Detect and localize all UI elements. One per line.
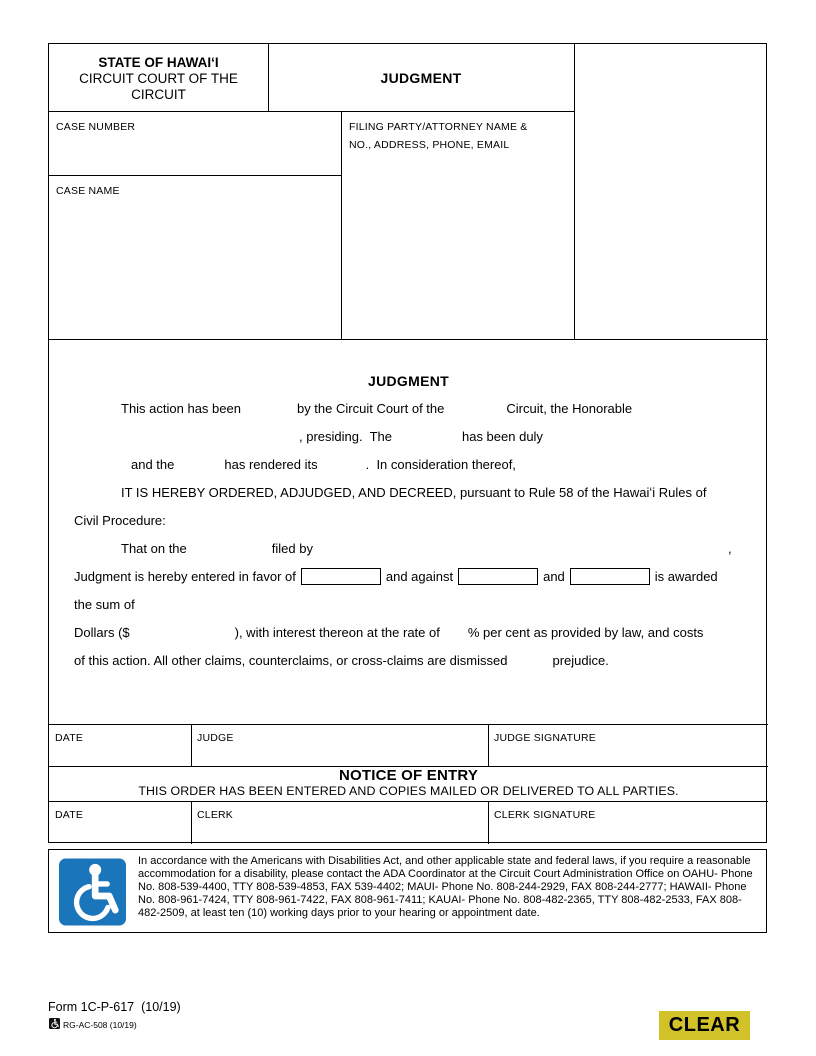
court-name-line1: STATE OF HAWAIʻI xyxy=(98,55,219,70)
field-decision-type[interactable] xyxy=(318,459,366,473)
field-awarded-party-box[interactable] xyxy=(570,568,650,585)
judgment-line-10 xyxy=(49,653,768,669)
court-name-line2: CIRCUIT COURT OF THE xyxy=(79,71,238,86)
form-main-border xyxy=(48,43,767,843)
text-fragment: and against xyxy=(385,569,454,584)
text-fragment: Judgment is hereby entered in favor of xyxy=(74,569,296,584)
case-name-label: CASE NAME xyxy=(56,185,120,197)
field-filed-by-party[interactable] xyxy=(313,543,728,557)
judgment-line-2 xyxy=(49,429,768,445)
text-fragment: Circuit, the Honorable xyxy=(506,401,633,416)
form-number: Form 1C-P-617 (10/19) xyxy=(48,1000,181,1014)
text-fragment: Dollars ($ xyxy=(74,625,130,640)
notice-of-entry-title: NOTICE OF ENTRY xyxy=(338,767,479,784)
text-fragment: , xyxy=(727,541,732,556)
clerk-date-label: DATE xyxy=(55,809,84,821)
field-circuit-number[interactable] xyxy=(444,403,506,417)
text-fragment: . In consideration thereof, xyxy=(365,457,516,472)
field-interest-rate[interactable] xyxy=(440,627,468,641)
clerk-name-field[interactable] xyxy=(191,801,488,844)
field-decision-maker[interactable] xyxy=(174,459,224,473)
filing-party-field[interactable] xyxy=(341,111,574,339)
text-fragment: , presiding. The xyxy=(299,429,392,444)
filing-party-label-line1: FILING PARTY/ATTORNEY NAME & xyxy=(349,121,528,133)
judge-label: JUDGE xyxy=(197,732,234,744)
judge-signature-field[interactable] xyxy=(488,724,768,766)
text-fragment: IT IS HEREBY ORDERED, ADJUDGED, AND DECREED, pursuant to Rule 58 of the Hawaiʻi Rules of xyxy=(121,485,707,500)
text-fragment: prejudice. xyxy=(552,653,609,668)
text-fragment: by the Circuit Court of the xyxy=(296,401,445,416)
judgment-line-9 xyxy=(49,625,768,641)
text-fragment: filed by xyxy=(271,541,313,556)
text-fragment: % per cent as provided by law, and costs xyxy=(467,625,704,640)
text-fragment: and the xyxy=(131,457,175,472)
clerk-signature-label: CLERK SIGNATURE xyxy=(494,809,596,821)
judgment-line-1 xyxy=(49,401,768,417)
clerk-label: CLERK xyxy=(197,809,234,821)
judgment-line-4 xyxy=(49,485,768,500)
court-header xyxy=(49,44,268,111)
ada-notice-text: In accordance with the Americans with Disabilities Act, and other applicable state and federal laws, if you require a reasonable accommodation for a disability, please contact the ADA Coordinator at the Circuit Court Administration Office on OAHU- Phone No. 808-539-4400, TTY 808-539-4853, FAX 539-4402; MAUI- Phone No. 808-244-2929, FAX 808-244-2777; HAWAII- Phone No. 808-961-7424, TTY 808-961-7422, FAX 808-961-7411; KAUAI- Phone No. 808-482-2365, TTY 808-482-2533, FAX 808-482-2509, at least ten (10) working days prior to your hearing or appointment date. xyxy=(138,855,753,919)
field-judge-name[interactable] xyxy=(74,431,299,445)
clear-button[interactable]: CLEAR xyxy=(659,1011,750,1040)
ada-notice-box xyxy=(48,849,767,933)
judgment-line-8 xyxy=(49,597,768,612)
notice-of-entry-section xyxy=(49,766,768,801)
judge-name-field[interactable] xyxy=(191,724,488,766)
case-number-field[interactable] xyxy=(49,111,341,175)
field-dollar-amount[interactable] xyxy=(130,627,235,641)
text-fragment: ), with interest thereon at the rate of xyxy=(234,625,440,640)
field-matter[interactable] xyxy=(392,431,462,445)
doc-code-row xyxy=(49,1016,137,1034)
wheelchair-accessibility-icon xyxy=(59,858,126,931)
field-filing-date[interactable] xyxy=(187,543,272,557)
judge-signature-label: JUDGE SIGNATURE xyxy=(494,732,596,744)
judgment-line-7 xyxy=(49,568,768,585)
clerk-date-field[interactable] xyxy=(49,801,191,844)
filing-party-label-line2: NO., ADDRESS, PHONE, EMAIL xyxy=(349,139,510,151)
notice-of-entry-subtitle: THIS ORDER HAS BEEN ENTERED AND COPIES MAILED OR DELIVERED TO ALL PARTIES. xyxy=(138,784,679,798)
doc-code: RG-AC-508 (10/19) xyxy=(63,1020,137,1030)
text-fragment: of this action. All other claims, counterclaims, or cross-claims are dismissed xyxy=(74,653,508,668)
field-action-status[interactable] xyxy=(241,403,297,417)
judge-date-field[interactable] xyxy=(49,724,191,766)
clerk-signature-field[interactable] xyxy=(488,801,768,844)
case-number-label: CASE NUMBER xyxy=(56,121,136,133)
text-fragment: is awarded xyxy=(654,569,718,584)
text-fragment: That on the xyxy=(121,541,187,556)
field-against-party-box[interactable] xyxy=(458,568,538,585)
divider xyxy=(49,339,768,340)
text-fragment: and xyxy=(543,569,565,584)
court-stamp-area xyxy=(574,44,768,339)
judgment-line-5 xyxy=(49,513,768,528)
case-name-field[interactable] xyxy=(49,175,341,339)
judgment-line-3 xyxy=(49,457,768,473)
text-fragment: has been duly xyxy=(461,429,543,444)
form-title: JUDGMENT xyxy=(380,69,462,86)
text-fragment: Civil Procedure: xyxy=(74,513,166,528)
court-name-line3: CIRCUIT xyxy=(131,87,186,102)
judgment-line-6 xyxy=(49,541,768,557)
text-fragment: has rendered its xyxy=(224,457,318,472)
field-with-without-prejudice[interactable] xyxy=(507,655,552,669)
accessibility-icon-small xyxy=(49,1016,60,1034)
judge-date-label: DATE xyxy=(55,732,84,744)
field-favor-party-box[interactable] xyxy=(301,568,381,585)
text-fragment: This action has been xyxy=(121,401,241,416)
judgment-section-title: JUDGMENT xyxy=(368,373,449,389)
text-fragment: the sum of xyxy=(74,597,135,612)
